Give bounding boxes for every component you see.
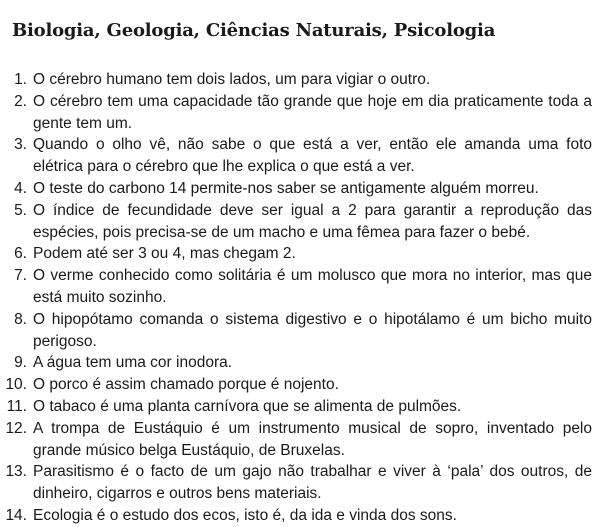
list-item-8: [0, 309, 592, 353]
item-text: Parasitismo é o facto de um gajo não trabalhar e viver à ‘pala’ dos outros, de dinheiro, cigarros e outros bens materiais.: [33, 463, 592, 503]
list-item-1: [0, 69, 592, 91]
item-text: O porco é assim chamado porque é nojento.: [33, 376, 339, 394]
item-number: 5.: [14, 201, 27, 219]
item-number: 14.: [5, 506, 27, 524]
list-item-10: [0, 374, 592, 396]
list-item-3: [0, 134, 592, 178]
item-text: Quando o olho vê, não sabe o que está a ver, então ele amanda uma foto elétrica para o cérebro que lhe explica o que está a ver.: [33, 136, 592, 176]
item-number: 8.: [14, 310, 27, 328]
item-number: 4.: [14, 179, 27, 197]
item-number: 3.: [14, 136, 27, 154]
item-text: O índice de fecundidade deve ser igual a 2 para garantir a reprodução das espécies, pois precisa-se de um macho e uma fêmea para fazer o bebé.: [33, 201, 592, 241]
section-heading: Biologia, Geologia, Ciências Naturais, Psicologia: [12, 20, 496, 41]
item-number: 6.: [14, 245, 27, 263]
list-item-4: [0, 178, 592, 200]
list-item-12: [0, 418, 592, 462]
item-text: A trompa de Eustáquio é um instrumento musical de sopro, inventado pelo grande músico belga Eustáquio, de Bruxelas.: [33, 419, 592, 459]
list-item-6: [0, 243, 592, 265]
list-item-2: [0, 91, 592, 135]
item-text: O tabaco é uma planta carnívora que se alimenta de pulmões.: [33, 397, 462, 415]
item-number: 10.: [5, 376, 27, 394]
list-item-11: [0, 396, 592, 418]
list-item-13: [0, 461, 592, 505]
list-item-7: [0, 265, 592, 309]
item-number: 1.: [14, 71, 27, 88]
item-text: Podem até ser 3 ou 4, mas chegam 2.: [33, 245, 296, 263]
item-number: 9.: [14, 354, 27, 372]
item-number: 2.: [14, 92, 27, 110]
numbered-list: [0, 69, 592, 527]
item-text: O verme conhecido como solitária é um molusco que mora no interior, mas que está muito sozinho.: [33, 267, 592, 306]
item-text: A água tem uma cor inodora.: [33, 354, 233, 372]
item-text: Ecologia é o estudo dos ecos, isto é, da ida e vinda dos sons.: [33, 506, 457, 524]
item-number: 11.: [6, 397, 27, 415]
list-item-5: [0, 200, 592, 244]
list-item-9: [0, 352, 592, 374]
item-text: O teste do carbono 14 permite-nos saber se antigamente alguém morreu.: [33, 179, 539, 197]
list-item-14: [0, 505, 592, 527]
item-text: O cérebro humano tem dois lados, um para vigiar o outro.: [33, 71, 431, 88]
item-text: O cérebro tem uma capacidade tão grande que hoje em dia praticamente toda a gente tem um.: [33, 92, 592, 132]
item-text: O hipopótamo comanda o sistema digestivo e o hipotálamo é um bicho muito perigoso.: [33, 310, 592, 350]
item-number: 7.: [14, 267, 27, 285]
item-number: 13.: [5, 463, 27, 481]
item-number: 12.: [5, 419, 27, 437]
